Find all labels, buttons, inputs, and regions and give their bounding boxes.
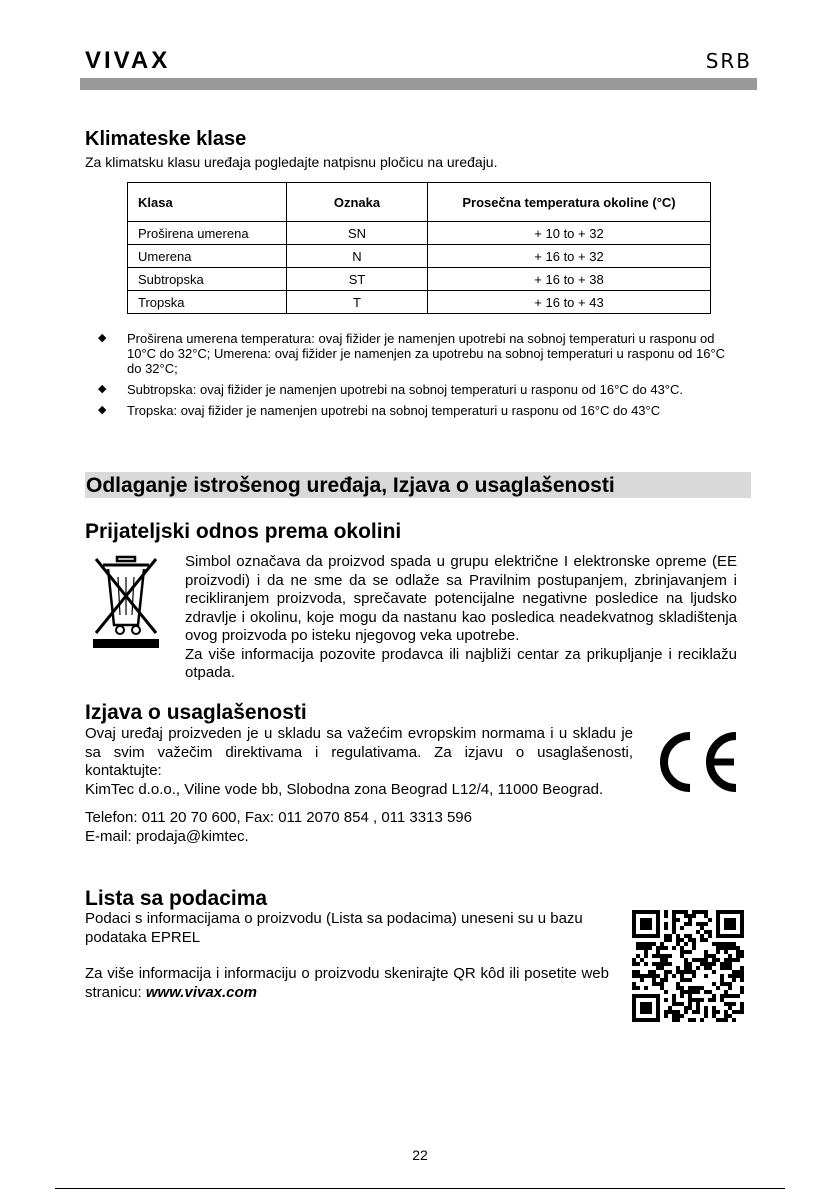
list-item: [98, 331, 743, 376]
table-row: [128, 268, 711, 291]
datasheet-text-block: [85, 910, 609, 1002]
conformity-phone: Telefon: 011 20 70 600, Fax: 011 2070 854 , 011 3313 596: [85, 809, 472, 826]
table-cell: Tropska: [128, 291, 287, 314]
datasheet-text: Za više informacija i informaciju o proizvodu skenirajte QR kôd ili posetite web stranicu:: [85, 965, 609, 1001]
conformity-text-block: [85, 725, 633, 846]
table-header: Klasa: [128, 183, 287, 222]
header-divider: [80, 78, 757, 90]
section-heading-bar: [85, 472, 751, 498]
table-cell: + 16 to + 38: [428, 268, 711, 291]
table-header: Prosečna temperatura okoline (°C): [428, 183, 711, 222]
conformity-paragraph: Ovaj uređaj proizveden je u skladu sa važećim evropskim normama i u skladu je sa svim važečim direktivama i regulativama. Za izjavu o usaglašenosti, kontaktujte:: [85, 725, 633, 779]
table-cell: ST: [287, 268, 428, 291]
table-cell: Subtropska: [128, 268, 287, 291]
list-item: [98, 382, 743, 397]
climate-table: [127, 182, 711, 314]
environment-text: [185, 553, 737, 683]
climate-subtitle: Za klimatsku klasu uređaja pogledajte natpisnu pločicu na uređaju.: [85, 154, 498, 170]
section-title: Odlaganje istrošenog uređaja, Izjava o usaglašenosti: [86, 474, 615, 497]
table-cell: + 16 to + 43: [428, 291, 711, 314]
table-row: [128, 222, 711, 245]
climate-title: Klimateske klase: [85, 128, 247, 150]
table-row: [128, 291, 711, 314]
table-cell: Umerena: [128, 245, 287, 268]
table-cell: T: [287, 291, 428, 314]
conformity-email: E-mail: prodaja@kimtec.: [85, 827, 249, 845]
datasheet-title: Lista sa podacima: [85, 887, 268, 910]
table-cell: + 16 to + 32: [428, 245, 711, 268]
list-item-text: Subtropska: ovaj fižider je namenjen upotrebi na sobnoj temperaturi u rasponu od 16°C do 43°C.: [127, 382, 684, 397]
conformity-title: Izjava o usaglašenosti: [85, 701, 307, 724]
brand-logo: VIVAX: [85, 47, 171, 74]
environment-paragraph: Simbol označava da proizvod spada u grupu električne I elektronske opreme (EE proizvodi) i da ne sme da se odlaže sa Pravilnim postupanjem, zbrinjavanjem i recikliranjem proizvoda, sprečavate potencijalne negativne posledice na ljudsko zdravlje i okolinu, koje mogu da nastanu kao posledica neadekvatnog skladištenja ovog proizvoda po isteku njegovog veka upotrebe.: [185, 553, 737, 644]
climate-bullet-list: [98, 331, 743, 424]
language-code: SRB: [705, 49, 752, 73]
table-cell: Proširena umerena: [128, 222, 287, 245]
ce-mark-icon: [650, 730, 742, 794]
footer-divider: [55, 1188, 785, 1189]
qr-code-icon[interactable]: [632, 910, 744, 1022]
website-link[interactable]: www.vivax.com: [145, 983, 258, 1001]
table-header-row: [128, 183, 711, 222]
bullet-diamond-icon: ◆: [98, 332, 107, 344]
environment-paragraph: Za više informacija pozovite prodavca ili najbliži centar za prikupljanje i reciklažu otpada.: [185, 645, 737, 681]
conformity-address: KimTec d.o.o., Viline vode bb, Slobodna zona Beograd L12/4, 11000 Beograd.: [85, 780, 604, 798]
page-number: 22: [412, 1147, 428, 1163]
table-cell: + 10 to + 32: [428, 222, 711, 245]
weee-bin-icon: [90, 553, 162, 649]
table-row: [128, 245, 711, 268]
datasheet-paragraph: Podaci s informacijama o proizvodu (Lista sa podacima) uneseni su u bazu podataka EPREL: [85, 910, 583, 946]
table-cell: N: [287, 245, 428, 268]
table-cell: SN: [287, 222, 428, 245]
bullet-diamond-icon: ◆: [98, 404, 107, 416]
list-item-text: Tropska: ovaj fižider je namenjen upotrebi na sobnoj temperaturi u rasponu od 16°C do 43°C: [127, 403, 661, 418]
datasheet-paragraph-2: [85, 965, 609, 1002]
table-header: Oznaka: [287, 183, 428, 222]
environment-title: Prijateljski odnos prema okolini: [85, 520, 402, 543]
bullet-diamond-icon: ◆: [98, 383, 107, 395]
list-item-text: Proširena umerena temperatura: ovaj fižider je namenjen upotrebi na sobnoj temperaturi u rasponu od 10°C do 32°C; Umerena: ovaj fižider je namenjen za upotrebu na sobnoj temperaturi u rasponu od 16°C do 32°C;: [127, 331, 726, 376]
list-item: [98, 403, 743, 418]
